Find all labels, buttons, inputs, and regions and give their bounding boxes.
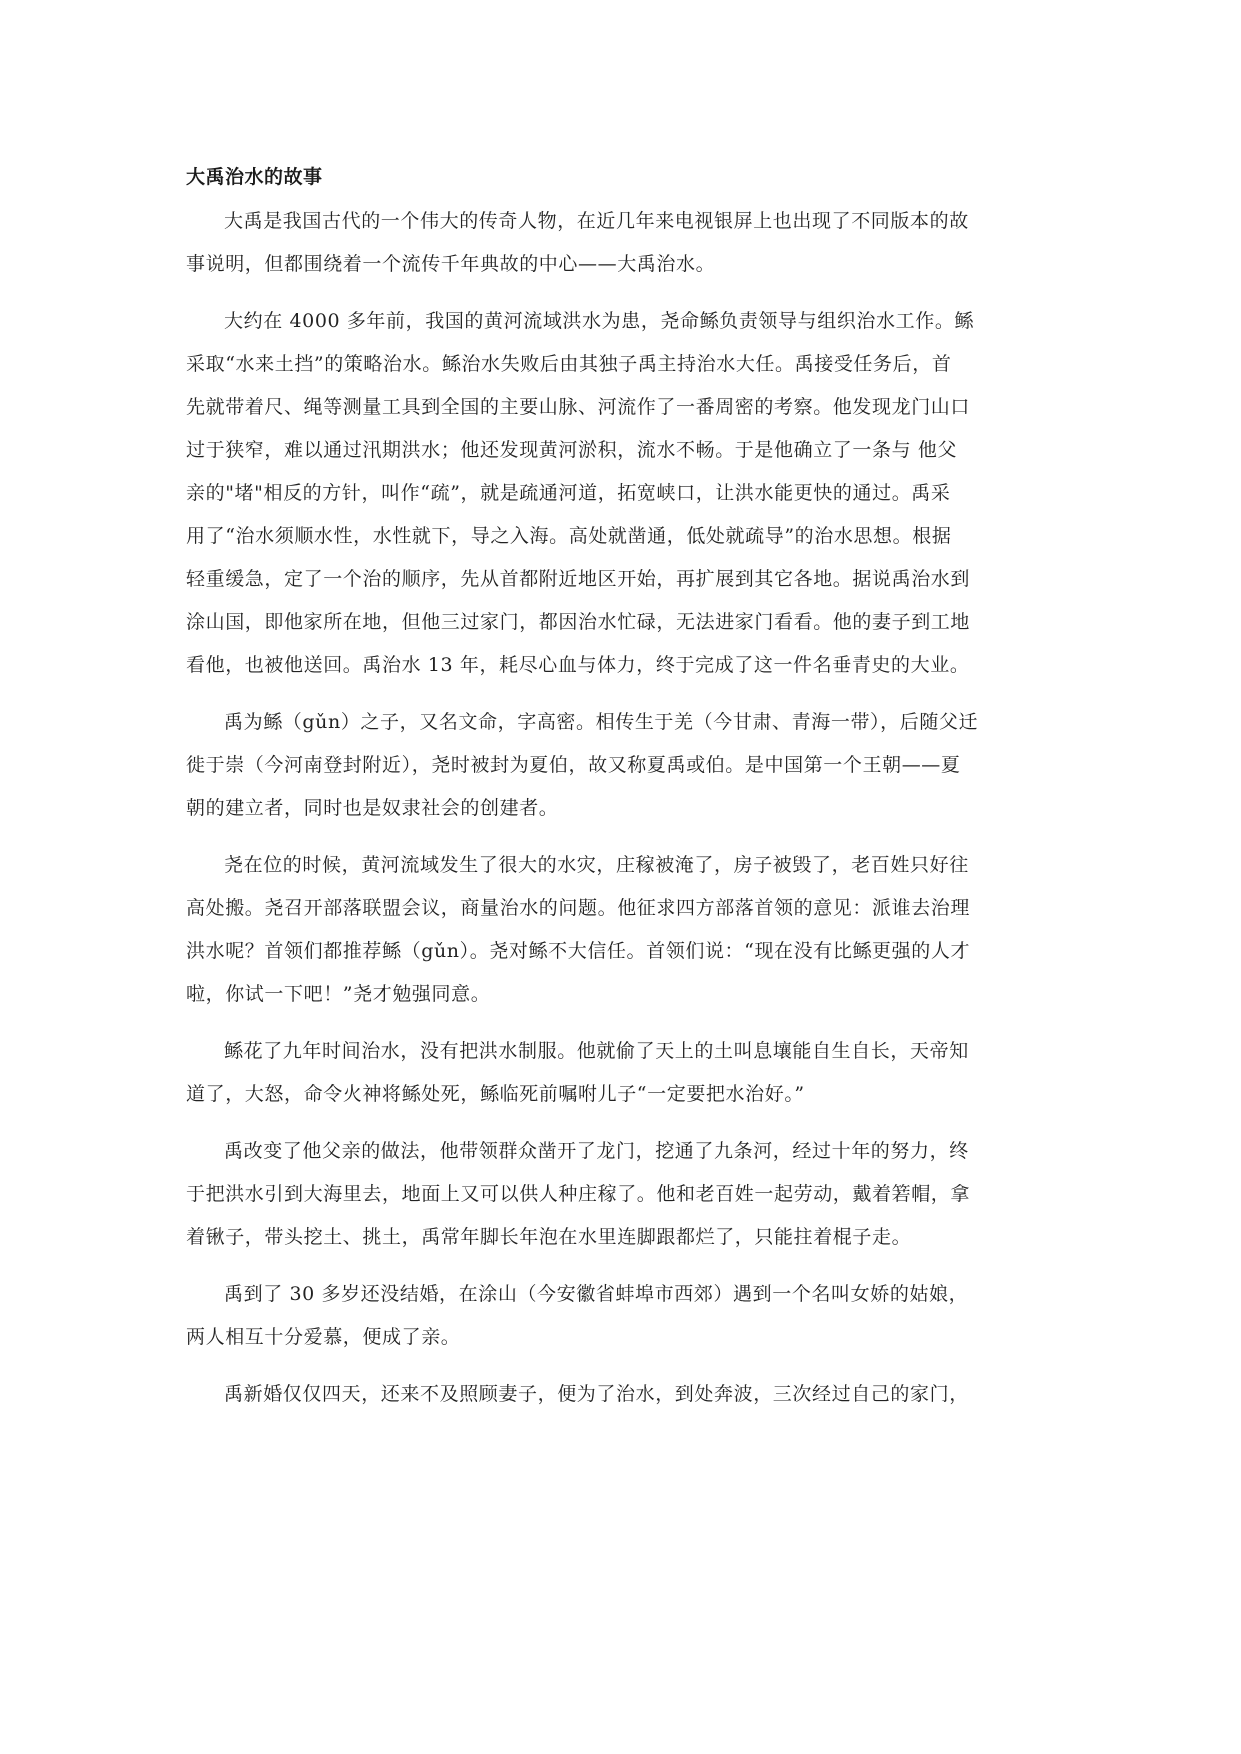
paragraph-yao-council: 尧在位的时候，黄河流域发生了很大的水灾，庄稼被淹了，房子被毁了，老百姓只好往 高处搬。尧召开部落联盟会议，商量治水的问题。他征求四方部落首领的意见：派谁去治理 洪水呢？首领们都推荐鲧（gǔn）。尧对鲧不大信任。首领们说：“现在没有比鲧更强的人才 啦，你试一下吧！”尧才勉强同意。 — [186, 854, 971, 1005]
paragraph-yu-departure: 禹新婚仅仅四天，还来不及照顾妻子，便为了治水，到处奔波，三次经过自己的家门， — [224, 1383, 969, 1405]
paragraph-yu-origin: 禹为鲧（gǔn）之子，又名文命，字高密。相传生于羌（今甘肃、青海一带），后随父迁 徙于崇（今河南登封附近），尧时被封为夏伯，故又称夏禹或伯。是中国第一个王朝——夏 朝的建立者，同时也是奴隶社会的创建者。 — [186, 711, 979, 819]
document-body — [186, 164, 1066, 1416]
document-title: 大禹治水的故事 — [186, 166, 323, 188]
paragraph-flood-control: 大约在 4000 多年前，我国的黄河流域洪水为患，尧命鲧负责领导与组织治水工作。鲧 采取“水来土挡”的策略治水。鲧治水失败后由其独子禹主持治水大任。禹接受任务后，首 先就带着尺、绳等测量工具到全国的主要山脉、河流作了一番周密的考察。他发现龙门山口 过于狭窄，难以通过汛期洪水；他还发现黄河淤积，流水不畅。于是他确立了一条与 他父 亲的"堵"相反的方针，叫作“疏”，就是疏通河道，拓宽峡口，让洪水能更快的通过。禹采 用了“治水须顺水性，水性就下，导之入海。高处就凿通，低处就疏导”的治水思想。根据 轻重缓急，定了一个治的顺序，先从首都附近地区开始，再扩展到其它各地。据说禹治水到 涂山国，即他家所在地，但他三过家门，都因治水忙碌，无法进家门看看。他的妻子到工地 看他，也被他送回。禹治水 13 年，耗尽心血与体力，终于完成了这一件名垂青史的大业。 — [186, 310, 975, 676]
paragraph-yu-marriage: 禹到了 30 多岁还没结婚，在涂山（今安徽省蚌埠市西郊）遇到一个名叫女娇的姑娘， 两人相互十分爱慕，便成了亲。 — [186, 1283, 969, 1348]
paragraph-gun-failure: 鲧花了九年时间治水，没有把洪水制服。他就偷了天上的土叫息壤能自生自长，天帝知 道了，大怒，命令火神将鲧处死，鲧临死前嘱咐儿子“一定要把水治好。” — [186, 1040, 969, 1105]
paragraph-intro: 大禹是我国古代的一个伟大的传奇人物，在近几年来电视银屏上也出现了不同版本的故 事说明，但都围绕着一个流传千年典故的中心——大禹治水。 — [186, 210, 969, 275]
paragraph-yu-method: 禹改变了他父亲的做法，他带领群众凿开了龙门，挖通了九条河，经过十年的努力，终 于把洪水引到大海里去，地面上又可以供人种庄稼了。他和老百姓一起劳动，戴着箬帽，拿 着锹子，带头挖土、挑土，禹常年脚长年泡在水里连脚跟都烂了，只能拄着棍子走。 — [186, 1140, 971, 1248]
